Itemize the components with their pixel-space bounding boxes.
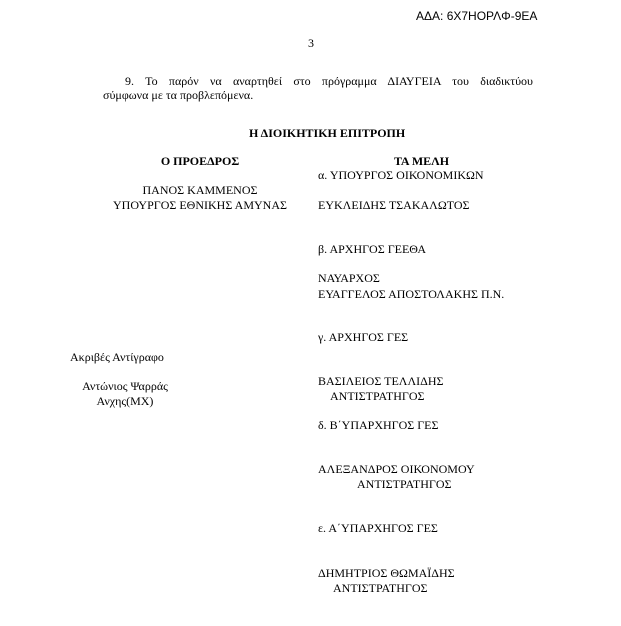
member-d-role: δ. Β΄ΥΠΑΡΧΗΓΟΣ ΓΕΣ (318, 418, 439, 432)
certified-copy-rank: Ανχης(ΜΧ) (96, 394, 154, 408)
member-c-rank: ΑΝΤΙΣΤΡΑΤΗΓΟΣ (330, 389, 425, 403)
certified-copy-name: Αντώνιος Ψαρράς (82, 379, 168, 393)
member-d-name: ΑΛΕΞΑΝΔΡΟΣ ΟΙΚΟΝΟΜΟΥ (318, 462, 475, 476)
paragraph-line-2: σύμφωνα με τα προβλεπόμενα. (103, 88, 254, 102)
president-heading: Ο ΠΡΟΕΔΡΟΣ (160, 154, 240, 168)
member-c-role: γ. ΑΡΧΗΓΟΣ ΓΕΣ (318, 330, 409, 344)
committee-title: Η ΔΙΟΙΚΗΤΙΚΗ ΕΠΙΤΡΟΠΗ (249, 126, 406, 140)
member-b-role: β. ΑΡΧΗΓΟΣ ΓΕΕΘΑ (318, 242, 427, 256)
paragraph-line-1: 9. Το παρόν να αναρτηθεί στο πρόγραμμα ΔΙΑΥΓΕΙΑ του διαδικτύου (125, 74, 533, 88)
member-a-role: α. ΥΠΟΥΡΓΟΣ ΟΙΚΟΝΟΜΙΚΩΝ (318, 168, 484, 182)
member-d-rank: ΑΝΤΙΣΤΡΑΤΗΓΟΣ (357, 477, 452, 491)
member-b-rank: ΝΑΥΑΡΧΟΣ (318, 271, 380, 285)
ada-code: ΑΔΑ: 6Χ7ΗΟΡΛΦ-9ΕΑ (416, 9, 538, 23)
member-e-role: ε. Α΄ΥΠΑΡΧΗΓΟΣ ΓΕΣ (318, 521, 438, 535)
president-title: ΥΠΟΥΡΓΟΣ ΕΘΝΙΚΗΣ ΑΜΥΝΑΣ (113, 198, 287, 212)
member-e-rank: ΑΝΤΙΣΤΡΑΤΗΓΟΣ (333, 581, 428, 595)
paragraph-9 (103, 74, 533, 102)
president-name: ΠΑΝΟΣ ΚΑΜΜΕΝΟΣ (142, 183, 258, 197)
certified-copy-label: Ακριβές Αντίγραφο (70, 350, 164, 364)
page-number: 3 (308, 36, 314, 50)
member-e-name: ΔΗΜΗΤΡΙΟΣ ΘΩΜΑΪΔΗΣ (318, 566, 455, 580)
members-heading: ΤΑ ΜΕΛΗ (394, 154, 450, 168)
member-a-name: ΕΥΚΛΕΙΔΗΣ ΤΣΑΚΑΛΩΤΟΣ (318, 198, 470, 212)
member-c-name: ΒΑΣΙΛΕΙΟΣ ΤΕΛΛΙΔΗΣ (318, 374, 444, 388)
member-b-name: ΕΥΑΓΓΕΛΟΣ ΑΠΟΣΤΟΛΑΚΗΣ Π.Ν. (318, 287, 505, 301)
